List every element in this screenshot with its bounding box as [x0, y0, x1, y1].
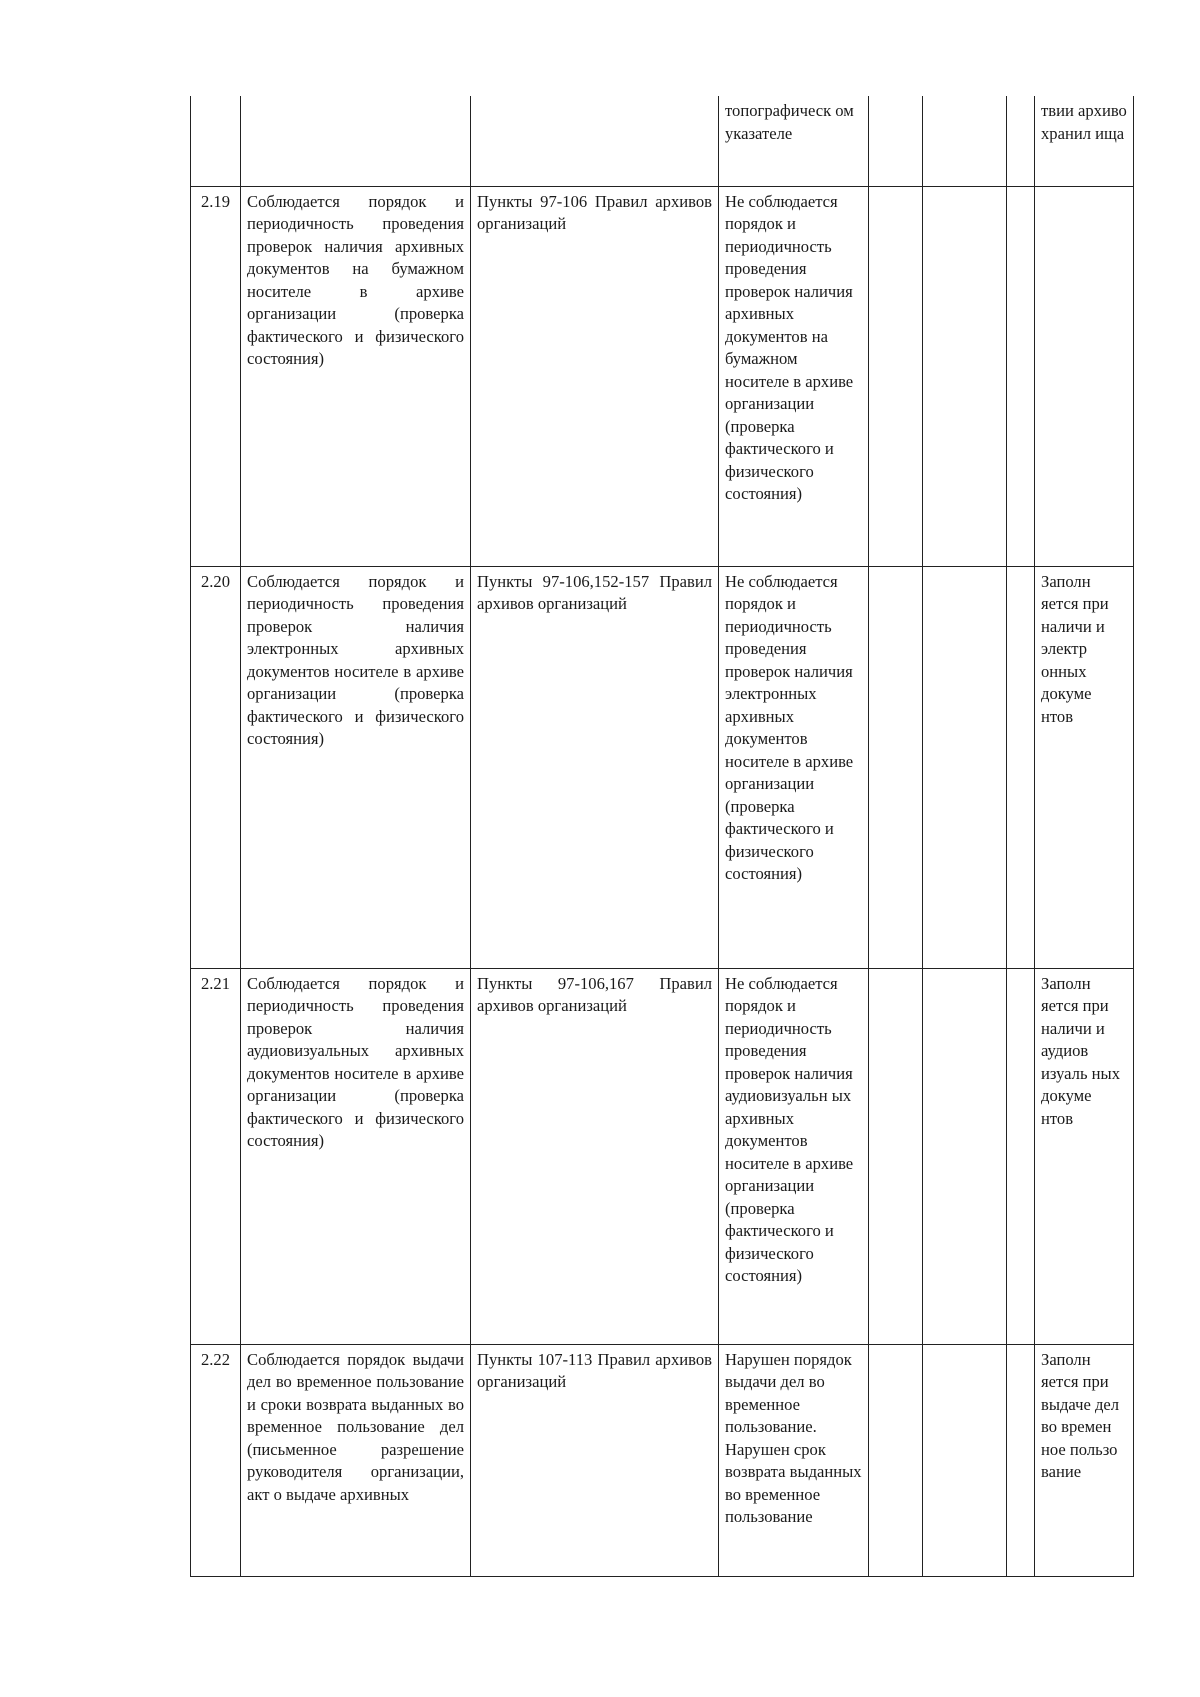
checklist-table: [190, 96, 1134, 1577]
violation-cell: Не соблюдается порядок и периодичность проведения проверок наличия аудиовизуальн ых архивных документов носителе в архиве организации (проверка фактического и физического состояния): [719, 968, 869, 1344]
empty-cell: [1007, 1344, 1035, 1576]
item-number: 2.19: [191, 186, 241, 566]
violation-cell: топографическ ом указателе: [719, 96, 869, 186]
note-cell: [1035, 186, 1134, 566]
table-row: [191, 186, 1134, 566]
reference-cell: Пункты 97-106,152-157 Правил архивов организаций: [471, 566, 719, 968]
reference-cell: Пункты 107-113 Правил архивов организаций: [471, 1344, 719, 1576]
requirement-cell: [241, 96, 471, 186]
empty-cell: [869, 566, 923, 968]
note-cell: Заполн яется при выдаче дел во времен ное пользо вание: [1035, 1344, 1134, 1576]
empty-cell: [869, 968, 923, 1344]
requirement-cell: Соблюдается порядок выдачи дел во временное пользование и сроки возврата выданных во временное пользование дел (письменное разрешение руководителя организации, акт о выдаче архивных: [241, 1344, 471, 1576]
empty-cell: [869, 1344, 923, 1576]
reference-cell: Пункты 97-106 Правил архивов организаций: [471, 186, 719, 566]
note-cell: твии архиво хранил ища: [1035, 96, 1134, 186]
requirement-cell: Соблюдается порядок и периодичность проведения проверок наличия аудиовизуальных архивных документов носителе в архиве организации (проверка фактического и физического состояния): [241, 968, 471, 1344]
empty-cell: [1007, 566, 1035, 968]
note-cell: Заполн яется при наличи и аудиов изуаль ных докуме нтов: [1035, 968, 1134, 1344]
reference-cell: Пункты 97-106,167 Правил архивов организаций: [471, 968, 719, 1344]
empty-cell: [923, 186, 1007, 566]
violation-cell: Нарушен порядок выдачи дел во временное пользование. Нарушен срок возврата выданных во временное пользование: [719, 1344, 869, 1576]
item-number: 2.22: [191, 1344, 241, 1576]
table-row: [191, 566, 1134, 968]
empty-cell: [1007, 968, 1035, 1344]
empty-cell: [923, 1344, 1007, 1576]
item-number: 2.20: [191, 566, 241, 968]
empty-cell: [923, 96, 1007, 186]
empty-cell: [923, 566, 1007, 968]
note-cell: Заполн яется при наличи и электр онных докуме нтов: [1035, 566, 1134, 968]
empty-cell: [869, 96, 923, 186]
reference-cell: [471, 96, 719, 186]
violation-cell: Не соблюдается порядок и периодичность проведения проверок наличия архивных документов на бумажном носителе в архиве организации (проверка фактического и физического состояния): [719, 186, 869, 566]
requirement-cell: Соблюдается порядок и периодичность проведения проверок наличия архивных документов на бумажном носителе в архиве организации (проверка фактического и физического состояния): [241, 186, 471, 566]
empty-cell: [1007, 186, 1035, 566]
violation-cell: Не соблюдается порядок и периодичность проведения проверок наличия электронных архивных документов носителе в архиве организации (проверка фактического и физического состояния): [719, 566, 869, 968]
item-number: 2.21: [191, 968, 241, 1344]
empty-cell: [869, 186, 923, 566]
item-number: [191, 96, 241, 186]
requirement-cell: Соблюдается порядок и периодичность проведения проверок наличия электронных архивных документов носителе в архиве организации (проверка фактического и физического состояния): [241, 566, 471, 968]
table-row: [191, 968, 1134, 1344]
table-row: [191, 96, 1134, 186]
empty-cell: [923, 968, 1007, 1344]
table-row: [191, 1344, 1134, 1576]
empty-cell: [1007, 96, 1035, 186]
